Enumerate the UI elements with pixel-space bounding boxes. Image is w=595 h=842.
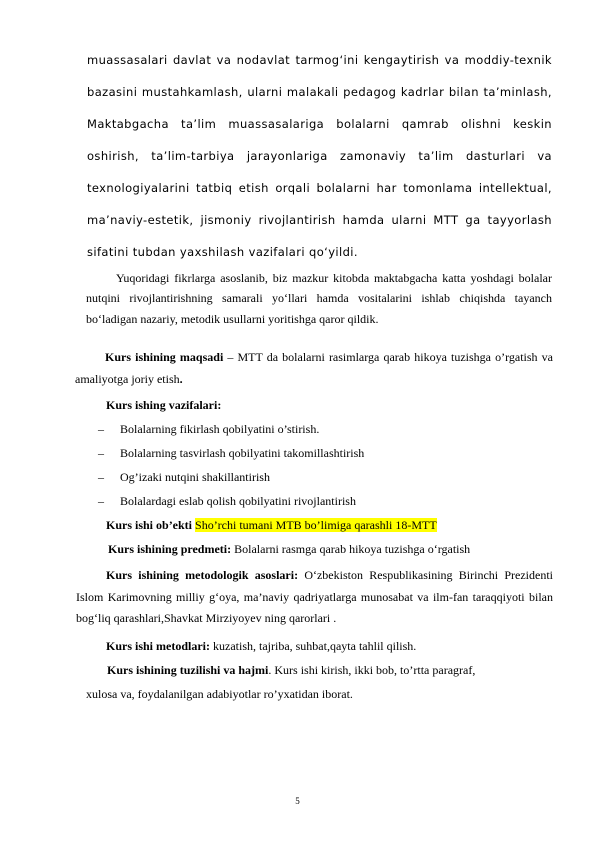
list-item: Bolalarning fikirlash qobilyatini o’stirish. <box>120 422 320 436</box>
course-methods <box>106 637 416 656</box>
course-methods-text: kuzatish, tajriba, suhbat,qayta tahlil qilish. <box>210 639 417 653</box>
course-structure-label: Kurs ishining tuzilishi va hajmi <box>107 663 269 677</box>
intro-line: Maktabgacha ta’lim muassasalariga bolalarni qamrab olishni keskin <box>87 117 552 131</box>
tasks-label: Kurs ishing vazifalari: <box>106 398 222 412</box>
list-dash: – <box>98 494 104 508</box>
body-paragraph: Yuqoridagi fikrlarga asoslanib, biz mazkur kitobda maktabgacha katta yoshdagi bolalar nutqini rivojlantirishning samarali yo‘llari hamda vositalarini ishlab chiqishda tayanch bo‘ladigan nazariy, metodik usullarni yoritishga qaror qildik. <box>86 271 552 326</box>
course-object-label: Kurs ishi ob’ekti <box>106 518 193 532</box>
course-methods-label: Kurs ishi metodlari: <box>106 639 210 653</box>
course-goal-text: – MTT da bolalarni rasimlarga qarab hikoya tuzishga o’rgatish va amaliyotga joriy etish <box>75 350 553 386</box>
course-subject-text: Bolalarni rasmga qarab hikoya tuzishga o‘rgatish <box>231 542 471 556</box>
intro-line: sifatini tubdan yaxshilash vazifalari qo‘yildi. <box>87 245 358 259</box>
course-subject-label: Kurs ishining predmeti: <box>108 542 232 556</box>
list-item: Bolalardagi eslab qolish qobilyatini rivojlantirish <box>120 494 356 508</box>
list-item: Og’izaki nutqini shakillantirish <box>120 470 270 484</box>
list-dash: – <box>98 422 104 436</box>
intro-line: ma’naviy-estetik, jismoniy rivojlantirish hamda ularni MTT ga tayyorlash <box>87 213 552 227</box>
page-number: 5 <box>295 796 300 806</box>
course-methodology-label: Kurs ishining metodologik asoslari: <box>106 568 299 582</box>
course-methodology <box>76 565 553 630</box>
course-structure-text: . Kurs ishi kirish, ikki bob, to’rtta paragraf, <box>268 663 476 677</box>
intro-line: texnologiyalarini tatbiq etish orqali bolalarni har tomonlama intellektual, <box>87 181 552 195</box>
list-dash: – <box>98 470 104 484</box>
list-item: Bolalarning tasvirlash qobilyatini takomillashtirish <box>120 446 365 460</box>
intro-line: muassasalari davlat va nodavlat tarmog‘ini kengaytirish va moddiy-texnik <box>87 53 552 67</box>
course-methodology-text: O‘zbekiston Respublikasining Birinchi Prezidenti Islom Karimovning milliy g‘oya, ma’naviy qadriyatlarga munosabat va ilm-fan taraqqiyoti bilan bog‘liq qarashlari,Shavkat Mirziyoyev ning qarorlari . <box>76 568 553 625</box>
course-object <box>106 516 437 535</box>
list-dash: – <box>98 446 104 460</box>
course-structure-continued: xulosa va, foydalanilgan adabiyotlar ro’yxatidan iborat. <box>86 687 353 701</box>
intro-line: bazasini mustahkamlash, ularni malakali pedagog kadrlar bilan ta’minlash, <box>87 85 552 99</box>
course-subject <box>108 540 470 559</box>
tasks-heading <box>106 396 221 415</box>
intro-line: oshirish, ta’lim-tarbiya jarayonlariga zamonaviy ta’lim dasturlari va <box>87 149 552 163</box>
course-structure <box>107 661 475 680</box>
course-object-text: Sho’rchi tumani MTB bo’limiga qarashli 18-MTT <box>195 518 437 532</box>
course-goal-end: . <box>179 371 183 386</box>
course-goal <box>75 347 553 390</box>
course-goal-label: Kurs ishining maqsadi <box>105 350 224 364</box>
